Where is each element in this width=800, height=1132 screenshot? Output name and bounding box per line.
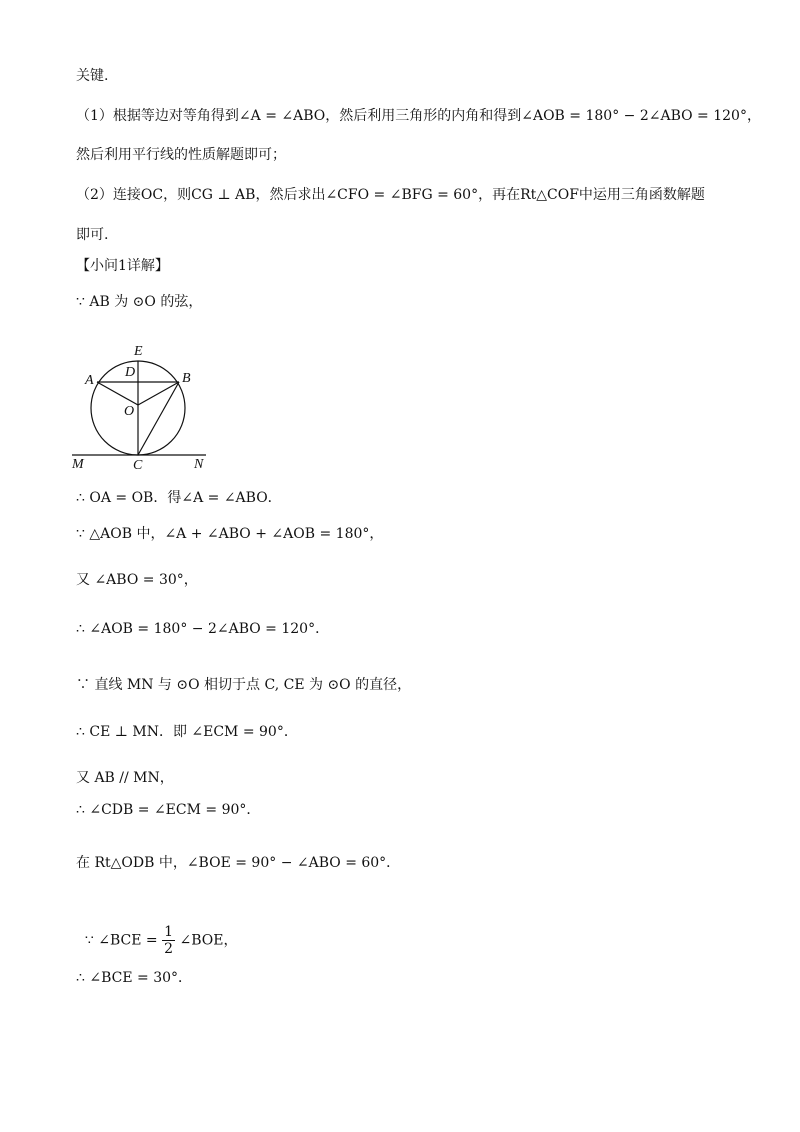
label-n: N [194, 457, 204, 472]
label-d: D [125, 365, 136, 380]
line-11: ∴ ∠AOB = 180° − 2∠ABO = 120°． [76, 621, 330, 637]
fraction-one-half [162, 924, 175, 957]
line-15: ∴ ∠CDB = ∠ECM = 90°． [76, 802, 261, 818]
line-8: ∴ OA = OB．得∠A = ∠ABO． [76, 490, 282, 506]
line-17-start: ∵ ∠BCE = [84, 932, 163, 949]
line-17 [76, 904, 237, 957]
line-18: ∴ ∠BCE = 30°． [76, 970, 193, 986]
line-1: 关键. [76, 68, 109, 84]
line-13: ∴ CE ⊥ MN．即 ∠ECM = 90°． [76, 724, 298, 740]
line-14: 又 AB // MN， [76, 770, 174, 786]
geometry-figure [68, 338, 218, 473]
label-e: E [134, 344, 143, 359]
section-heading: 【小问1详解】 [76, 258, 169, 274]
fraction-numerator: 1 [164, 924, 174, 940]
line-3: 然后利用平行线的性质解题即可； [76, 147, 286, 163]
line-5: 即可. [76, 227, 109, 243]
line-12: ∵ 直线 MN 与 ⊙O 相切于点 C, CE 为 ⊙O 的直径， [76, 677, 412, 693]
label-a: A [85, 373, 94, 388]
label-c: C [133, 458, 143, 473]
line-4: （2）连接OC，则CG ⊥ AB，然后求出∠CFO = ∠BFG = 60°，再在Rt△COF中运用三角函数解题 [76, 187, 705, 203]
line-7: ∵ AB 为 ⊙O 的弦， [76, 294, 203, 310]
line-10: 又 ∠ABO = 30°， [76, 572, 198, 588]
fraction-denominator: 2 [164, 941, 174, 957]
segment-oa [97, 382, 138, 405]
label-b: B [182, 371, 191, 386]
line-16: 在 Rt△ODB 中，∠BOE = 90° − ∠ABO = 60°． [76, 855, 401, 871]
line-2: （1）根据等边对等角得到∠A = ∠ABO，然后利用三角形的内角和得到∠AOB = 180° − 2∠ABO = 120°， [76, 108, 761, 124]
line-17-end: ∠BOE， [175, 932, 238, 949]
label-m: M [72, 457, 84, 472]
line-9: ∵ △AOB 中，∠A + ∠ABO + ∠AOB = 180°， [76, 526, 384, 542]
label-o: O [124, 404, 135, 419]
